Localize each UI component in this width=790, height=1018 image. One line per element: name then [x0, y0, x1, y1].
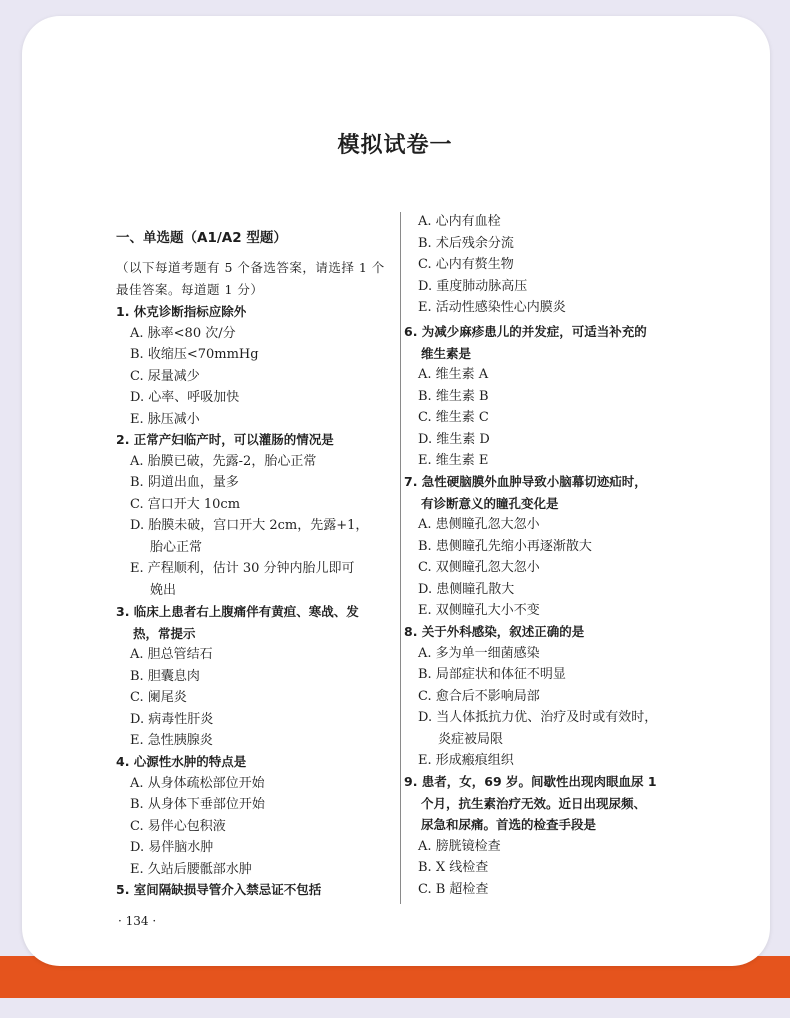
answer-option: E. 活动性感染性心内膜炎 — [418, 300, 566, 315]
answer-option: C. 阑尾炎 — [130, 690, 187, 705]
question-stem: 1. 休克诊断指标应除外 — [116, 304, 247, 319]
question-stem: 4. 心源性水肿的特点是 — [116, 754, 247, 769]
question-stem: 热，常提示 — [133, 625, 196, 641]
answer-option: A. 脉率<80 次/分 — [130, 325, 236, 341]
answer-option: E. 维生素 E — [418, 453, 489, 468]
answer-option: 胎心正常 — [150, 539, 203, 555]
page-title: 模拟试卷一 — [337, 132, 453, 158]
answer-option: E. 脉压减小 — [130, 411, 200, 427]
section-note: （以下每道考题有 5 个备选答案，请选择 1 个 — [116, 260, 385, 275]
answer-option: D. 患侧瞳孔散大 — [418, 581, 515, 597]
answer-option: D. 当人体抵抗力优、治疗及时或有效时， — [418, 710, 658, 725]
answer-option: D. 心率、呼吸加快 — [130, 390, 240, 405]
question-stem: 5. 室间隔缺损导管介入禁忌证不包括 — [116, 882, 322, 897]
answer-option: C. 易伴心包积液 — [130, 818, 226, 834]
answer-option: D. 重度肺动脉高压 — [418, 278, 528, 294]
answer-option: A. 膀胱镜检查 — [418, 838, 501, 854]
question-stem: 9. 患者，女，69 岁。间歇性出现肉眼血尿 1 — [404, 774, 657, 789]
question-stem: 维生素是 — [421, 345, 472, 361]
answer-option: E. 久站后腰骶部水肿 — [130, 861, 252, 877]
answer-option: A. 多为单一细菌感染 — [418, 645, 540, 661]
answer-option: B. X 线检查 — [418, 860, 489, 875]
question-stem: 3. 临床上患者右上腹痛伴有黄疸、寒战、发 — [116, 604, 359, 619]
answer-option: B. 胆囊息肉 — [130, 668, 200, 684]
answer-option: 炎症被局限 — [438, 731, 504, 747]
answer-option: C. B 超检查 — [418, 881, 489, 897]
page-number: · 134 · — [118, 914, 157, 928]
question-stem: 尿急和尿痛。首选的检查手段是 — [421, 817, 597, 832]
section-note: 最佳答案。每道题 1 分） — [116, 282, 264, 297]
column-divider — [400, 212, 401, 904]
answer-option: B. 局部症状和体征不明显 — [418, 667, 566, 682]
answer-option: A. 胎膜已破，先露-2，胎心正常 — [130, 453, 317, 469]
answer-option: C. 双侧瞳孔忽大忽小 — [418, 560, 540, 575]
answer-option: C. 维生素 C — [418, 410, 489, 425]
answer-option: 娩出 — [150, 582, 177, 598]
answer-option: A. 胆总管结石 — [130, 647, 213, 662]
question-stem: 有诊断意义的瞳孔变化是 — [421, 495, 559, 511]
answer-option: A. 患侧瞳孔忽大忽小 — [418, 517, 540, 532]
answer-option: B. 阴道出血，量多 — [130, 475, 239, 490]
answer-option: A. 从身体疏松部位开始 — [130, 775, 265, 791]
answer-option: D. 维生素 D — [418, 431, 490, 447]
answer-option: E. 急性胰腺炎 — [130, 733, 213, 748]
question-stem: 8. 关于外科感染，叙述正确的是 — [404, 624, 585, 639]
section-heading: 一、单选题（A1/A2 型题） — [116, 230, 287, 246]
answer-option: B. 维生素 B — [418, 388, 489, 404]
answer-option: C. 宫口开大 10cm — [130, 496, 241, 512]
answer-option: E. 产程顺利，估计 30 分钟内胎儿即可 — [130, 561, 355, 576]
answer-option: E. 双侧瞳孔大小不变 — [418, 603, 540, 618]
answer-option: A. 维生素 A — [418, 367, 489, 382]
question-stem: 个月，抗生素治疗无效。近日出现尿频、 — [421, 795, 647, 811]
question-stem: 6. 为减少麻疹患儿的并发症，可适当补充的 — [404, 324, 647, 339]
answer-option: D. 胎膜未破，宫口开大 2cm，先露+1， — [130, 518, 369, 533]
question-stem: 2. 正常产妇临产时，可以灌肠的情况是 — [116, 432, 334, 447]
answer-option: D. 病毒性肝炎 — [130, 711, 214, 727]
answer-option: C. 尿量减少 — [130, 368, 200, 384]
answer-option: B. 患侧瞳孔先缩小再逐渐散大 — [418, 538, 592, 554]
answer-option: A. 心内有血栓 — [418, 214, 501, 229]
question-stem: 7. 急性硬脑膜外血肿导致小脑幕切迹疝时， — [404, 474, 647, 489]
answer-option: B. 术后残余分流 — [418, 235, 514, 251]
answer-option: E. 形成瘢痕组织 — [418, 753, 514, 768]
answer-option: B. 收缩压<70mmHg — [130, 347, 259, 362]
answer-option: C. 心内有赘生物 — [418, 257, 514, 272]
answer-option: B. 从身体下垂部位开始 — [130, 797, 265, 812]
answer-option: D. 易伴脑水肿 — [130, 840, 214, 855]
answer-option: C. 愈合后不影响局部 — [418, 688, 540, 704]
